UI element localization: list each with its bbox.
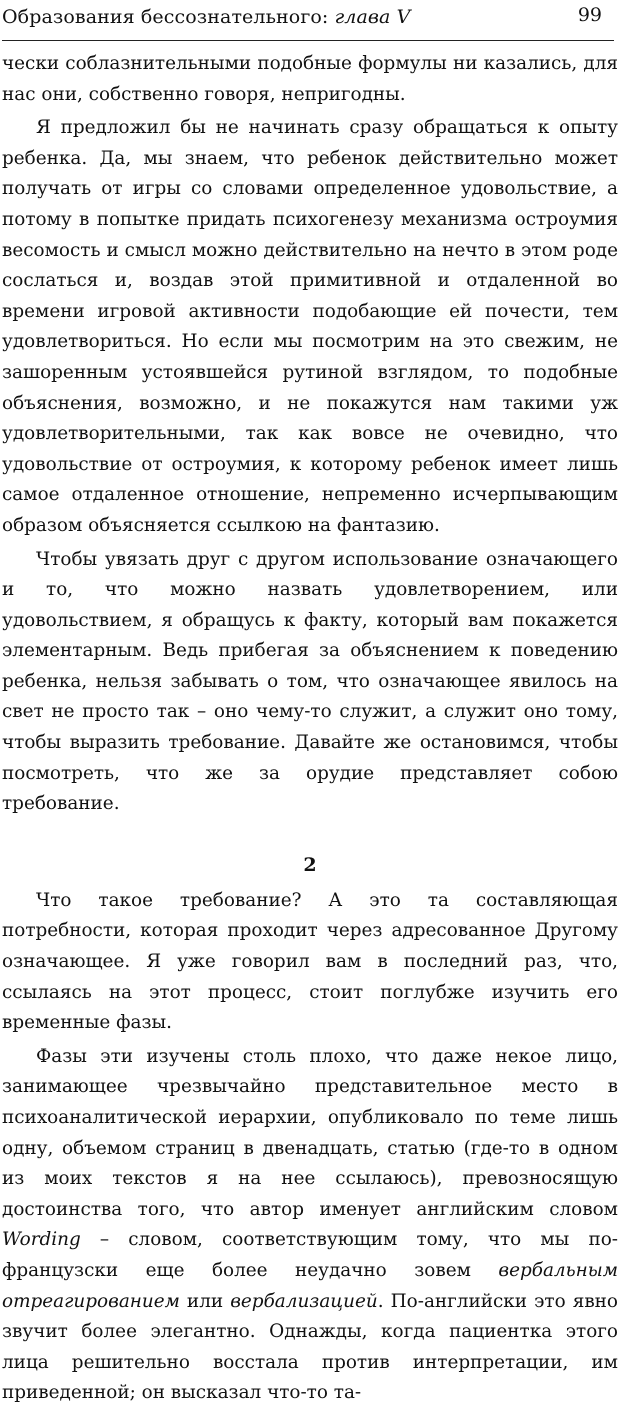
paragraph-text: Фазы эти изучены столь плохо, что даже некое лицо, занимающее чрезвычайно представительное место в психоаналитической иерархии, опубликовало по теме лишь одну, объемом страниц в двенадцать, статью (где-то в одном из моих текстов я на нее ссылаюсь), превозносящую достоинства того, что автор именует английским словом: [2, 1045, 618, 1220]
page-number: 99: [577, 4, 602, 26]
chapter-title: [2, 4, 410, 30]
paragraph-continued: чески соблазнительными подобные формулы ни казались, для нас они, собственно говоря, непригодны.: [2, 53, 618, 105]
term-italic: вербализацией: [230, 1290, 378, 1312]
chapter-title-italic: глава V: [334, 6, 411, 28]
term-italic: Wording: [2, 1229, 81, 1251]
paragraph-text: или: [179, 1290, 231, 1312]
paragraph: Я предложил бы не начинать сразу обращаться к опыту ребенка. Да, мы знаем, что ребенок действительно может получать от игры со словами определенное удовольствие, а потому в попытке придать психогенезу механизма остроумия весомость и смысл можно действительно на нечто в этом роде сослаться и, воздав этой примитивной и отдаленной во времени игровой активности подобающие ей почести, тем удовлетвориться. Но если мы посмотрим на это свежим, не зашоренным устоявшейся рутиной взглядом, то подобные объяснения, возможно, и не покажутся нам такими уж удовлетворительными, так как вовсе не очевидно, что удовольствие от остроумия, к которому ребенок имеет лишь самое отдаленное отношение, непременно исчерпывающим образом объясняется ссылкою на фантазию.: [2, 117, 618, 536]
body-text: [2, 49, 618, 1409]
paragraph-text: – словом, соответствующим тому, что мы по-французски еще более неудачно зовем: [2, 1229, 618, 1281]
term-italic: вербальным отреагированием: [2, 1259, 618, 1312]
paragraph: [2, 1042, 618, 1409]
paragraph-text: . По-английски это явно звучит более элегантно. Однажды, когда пациентка этого лица решительно восстала против интерпретации, им приведенной; он высказал что-то та-: [2, 1290, 619, 1404]
chapter-title-text: Образования бессознательного:: [2, 6, 335, 28]
running-header: [2, 0, 614, 41]
paragraph: Что такое требование? А это та составляющая потребности, которая проходит через адресованное Другому означающее. Я уже говорил вам в последний раз, что, ссылаясь на этот процесс, стоит поглубже изучить его временные фазы.: [2, 889, 618, 1034]
paragraph: Чтобы увязать друг с другом использование означающего и то, что можно назвать удовлетворением, или удовольствием, я обращусь к факту, который вам покажется элементарным. Ведь прибегая за объяснением к поведению ребенка, нельзя забывать о том, что означающее явилось на свет не просто так – оно чему-то служит, а служит оно тому, чтобы выразить требование. Давайте же остановимся, чтобы посмотреть, что же за орудие представляет собою требование.: [2, 548, 618, 815]
section-number: 2: [303, 853, 317, 876]
